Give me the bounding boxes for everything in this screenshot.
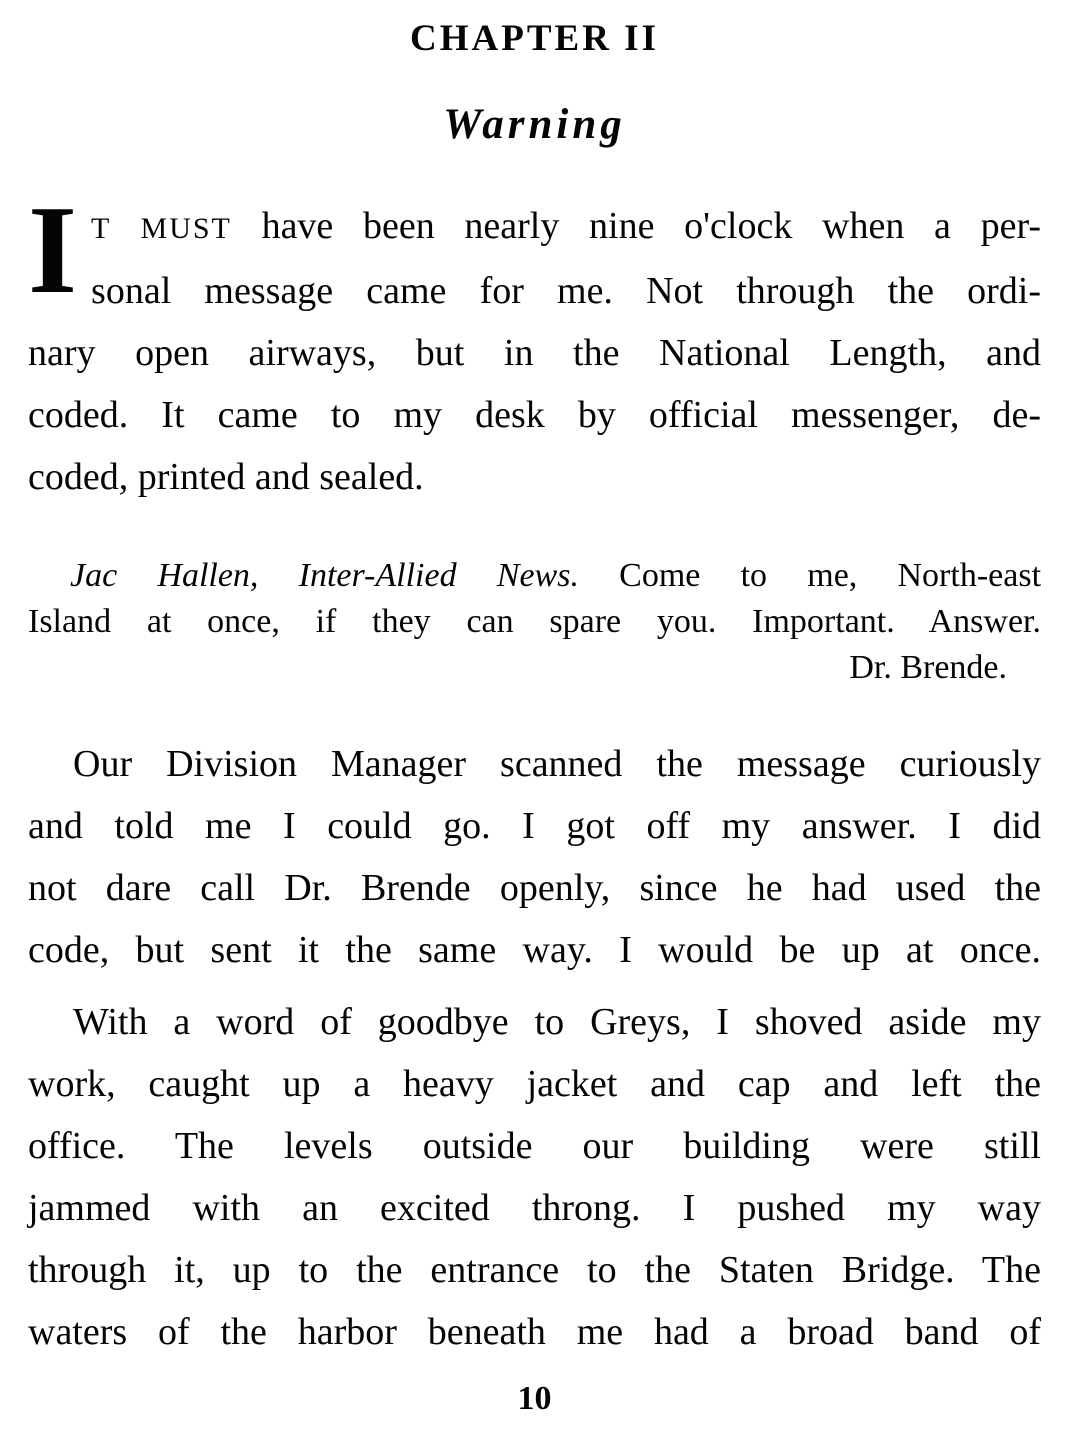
text-line: Our Division Manager scanned the message curiously xyxy=(73,743,1041,785)
smallcaps-lead: T MUST xyxy=(91,212,232,245)
text-line: With a word of goodbye to Greys, I shoved aside my xyxy=(73,1001,1041,1043)
text-line: Island at once, if they can spare you. Important. Answer. xyxy=(28,603,1041,640)
text-line: coded. It came to my desk by official messenger, de- xyxy=(28,394,1041,436)
text-line: code, but sent it the same way. I would be up at once. xyxy=(28,929,1041,971)
paragraph-1-lines xyxy=(28,260,1041,508)
paragraph-2 xyxy=(28,733,1041,981)
text-line: jammed with an excited throng. I pushed my way xyxy=(28,1187,1041,1229)
text-line: work, caught up a heavy jacket and cap and left the xyxy=(28,1063,1041,1105)
text-line: sonal message came for me. Not through the ordi- xyxy=(91,270,1041,312)
text-line: waters of the harbor beneath me had a broad band of xyxy=(28,1311,1041,1353)
dropcap-letter: I xyxy=(28,181,78,320)
text-line: office. The levels outside our building were still xyxy=(28,1125,1041,1167)
paragraph-3 xyxy=(28,991,1041,1363)
first-line-rest: have been nearly nine o'clock when a per- xyxy=(231,205,1041,247)
text-line: not dare call Dr. Brende openly, since he had used the xyxy=(28,867,1041,909)
chapter-heading: CHAPTER II xyxy=(410,18,659,59)
text-line: and told me I could go. I got off my answer. I did xyxy=(28,805,1041,847)
message-signature: Dr. Brende. xyxy=(849,649,1007,686)
page-number: 10 xyxy=(517,1380,552,1417)
text-line: coded, printed and sealed. xyxy=(28,456,424,498)
text-line: nary open airways, but in the National Length, and xyxy=(28,332,1041,374)
message-sender: Jac Hallen, Inter-Allied News. xyxy=(70,557,579,594)
message-line1-rest: Come to me, North-east xyxy=(578,557,1042,594)
paragraph-1 xyxy=(28,181,1041,508)
text-line: through it, up to the entrance to the Staten Bridge. The xyxy=(28,1249,1041,1291)
text-line xyxy=(28,553,1041,599)
telegram-message xyxy=(28,553,1041,691)
text-line xyxy=(28,195,1041,260)
chapter-subtitle: Warning xyxy=(443,101,626,148)
